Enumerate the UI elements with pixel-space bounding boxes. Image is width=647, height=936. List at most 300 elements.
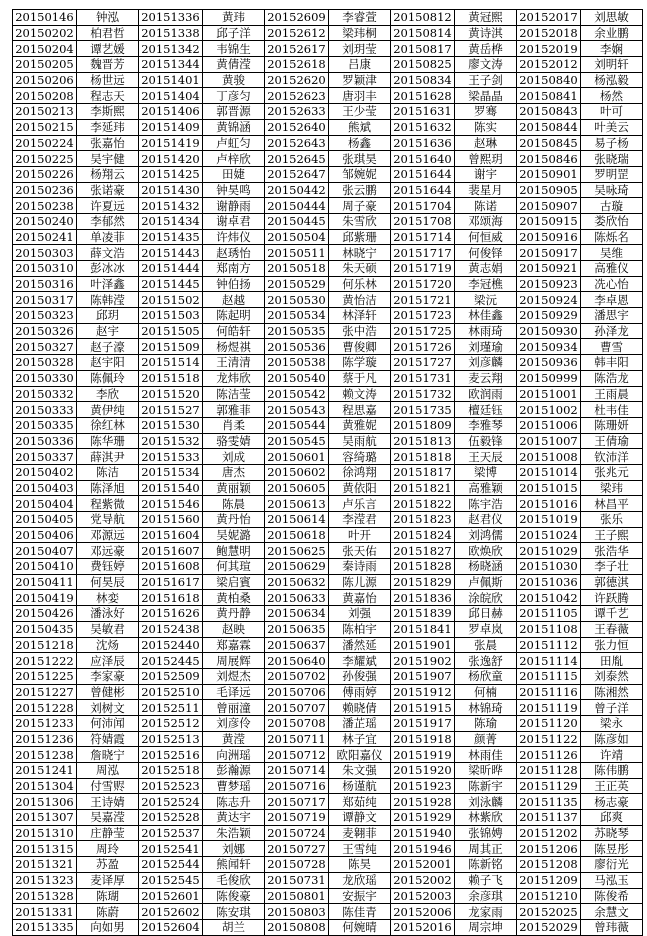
- student-id-cell: 20151430: [139, 182, 203, 198]
- student-id-cell: 20151233: [13, 715, 77, 731]
- student-id-cell: 20152604: [139, 919, 203, 935]
- student-id-cell: 20151406: [139, 104, 203, 120]
- table-row: [13, 104, 643, 120]
- student-name-cell: 麦云翔: [455, 370, 517, 386]
- student-id-cell: 20150632: [265, 574, 329, 590]
- student-id-cell: 20151530: [139, 417, 203, 433]
- student-id-cell: 20152633: [265, 104, 329, 120]
- student-name-cell: 安振宇: [329, 888, 391, 904]
- student-id-cell: 20151024: [517, 527, 581, 543]
- student-id-cell: 20151735: [391, 402, 455, 418]
- student-name-cell: 张嘉怡: [77, 135, 139, 151]
- student-id-cell: 20150538: [265, 355, 329, 371]
- student-id-cell: 20151029: [517, 543, 581, 559]
- student-id-cell: 20151708: [391, 213, 455, 229]
- student-name-cell: 应泽辰: [77, 653, 139, 669]
- student-name-cell: 赵君仪: [455, 512, 517, 528]
- table-row: [13, 857, 643, 873]
- table-row: [13, 276, 643, 292]
- student-name-cell: 陈儿源: [329, 574, 391, 590]
- student-id-cell: 20151726: [391, 339, 455, 355]
- student-id-cell: 20151105: [517, 606, 581, 622]
- student-name-cell: 钟昊鸣: [203, 182, 265, 198]
- student-id-cell: 20151514: [139, 355, 203, 371]
- roster-sheet: [12, 9, 643, 936]
- student-id-cell: 20150929: [517, 308, 581, 324]
- student-name-cell: 陈佩玲: [77, 370, 139, 386]
- student-id-cell: 20151409: [139, 119, 203, 135]
- student-name-cell: 郑嘉霖: [203, 637, 265, 653]
- student-name-cell: 潘芷瑶: [329, 715, 391, 731]
- student-name-cell: 黄岳桦: [455, 41, 517, 57]
- student-name-cell: 龙炜欣: [203, 370, 265, 386]
- student-id-cell: 20150602: [265, 464, 329, 480]
- student-name-cell: 黄志娟: [455, 261, 517, 277]
- student-name-cell: 李耀斌: [329, 653, 391, 669]
- student-name-cell: 陈新铭: [455, 857, 517, 873]
- student-name-cell: 马泓玉: [581, 872, 643, 888]
- table-row: [13, 747, 643, 763]
- student-name-cell: 梁玮桐: [329, 25, 391, 41]
- student-name-cell: 檀廷钰: [455, 402, 517, 418]
- student-id-cell: 20151509: [139, 339, 203, 355]
- student-id-cell: 20151809: [391, 417, 455, 433]
- student-name-cell: 王雪纯: [329, 841, 391, 857]
- student-name-cell: 伍毅锋: [455, 433, 517, 449]
- student-name-cell: 王少莹: [329, 104, 391, 120]
- student-name-cell: 程志天: [77, 88, 139, 104]
- student-id-cell: 20152541: [139, 841, 203, 857]
- student-name-cell: 易子杨: [581, 135, 643, 151]
- student-name-cell: 邓颂海: [455, 213, 517, 229]
- student-id-cell: 20150146: [13, 10, 77, 26]
- student-id-cell: 20150845: [517, 135, 581, 151]
- student-id-cell: 20150714: [265, 763, 329, 779]
- student-name-cell: 钟泓: [77, 10, 139, 26]
- student-id-cell: 20151828: [391, 559, 455, 575]
- student-id-cell: 20151731: [391, 370, 455, 386]
- student-id-cell: 20152647: [265, 166, 329, 182]
- student-id-cell: 20150706: [265, 684, 329, 700]
- student-id-cell: 20150208: [13, 88, 77, 104]
- student-id-cell: 20150901: [517, 166, 581, 182]
- student-id-cell: 20150841: [517, 88, 581, 104]
- student-name-cell: 赵琳: [455, 135, 517, 151]
- student-id-cell: 20151019: [517, 512, 581, 528]
- student-name-cell: 余彦琪: [455, 888, 517, 904]
- student-id-cell: 20152640: [265, 119, 329, 135]
- student-id-cell: 20151929: [391, 810, 455, 826]
- student-name-cell: 谢宇: [455, 166, 517, 182]
- table-row: [13, 888, 643, 904]
- student-name-cell: 黄嘉怡: [329, 590, 391, 606]
- student-name-cell: 曾丽潼: [203, 700, 265, 716]
- student-name-cell: 钦沛洋: [581, 449, 643, 465]
- student-name-cell: 吴雨航: [329, 433, 391, 449]
- student-id-cell: 20151432: [139, 198, 203, 214]
- student-name-cell: 邓远豪: [77, 543, 139, 559]
- student-id-cell: 20151122: [517, 731, 581, 747]
- student-name-cell: 梁博: [455, 464, 517, 480]
- student-id-cell: 20150444: [265, 198, 329, 214]
- student-id-cell: 20152524: [139, 794, 203, 810]
- student-name-cell: 潘然延: [329, 637, 391, 653]
- student-name-cell: 陈瑜: [455, 715, 517, 731]
- student-name-cell: 王诗婧: [77, 794, 139, 810]
- student-id-cell: 20150921: [517, 261, 581, 277]
- student-name-cell: 谢卓君: [203, 213, 265, 229]
- student-id-cell: 20151827: [391, 543, 455, 559]
- student-id-cell: 20151912: [391, 684, 455, 700]
- student-id-cell: 20150917: [517, 245, 581, 261]
- student-id-cell: 20151518: [139, 370, 203, 386]
- student-name-cell: 潘泳好: [77, 606, 139, 622]
- table-row: [13, 543, 643, 559]
- student-name-cell: 王子剑: [455, 72, 517, 88]
- student-name-cell: 刘泰然: [581, 668, 643, 684]
- student-id-cell: 20151015: [517, 480, 581, 496]
- student-name-cell: 陈浩龙: [581, 370, 643, 386]
- student-id-cell: 20150224: [13, 135, 77, 151]
- student-name-cell: 邱紫珊: [329, 229, 391, 245]
- student-name-cell: 刘成: [203, 449, 265, 465]
- student-id-cell: 20152512: [139, 715, 203, 731]
- table-row: [13, 151, 643, 167]
- student-name-cell: 颜菁: [455, 731, 517, 747]
- student-name-cell: 张力恒: [581, 637, 643, 653]
- student-name-cell: 刘煜杰: [203, 668, 265, 684]
- student-id-cell: 20150840: [517, 72, 581, 88]
- student-name-cell: 林子宜: [329, 731, 391, 747]
- student-id-cell: 20150205: [13, 57, 77, 73]
- student-name-cell: 薛淇尹: [77, 449, 139, 465]
- student-id-cell: 20152438: [139, 621, 203, 637]
- student-name-cell: 林雨佳: [455, 747, 517, 763]
- student-id-cell: 20152006: [391, 904, 455, 920]
- student-id-cell: 20152516: [139, 747, 203, 763]
- student-id-cell: 20150332: [13, 386, 77, 402]
- student-id-cell: 20150923: [517, 276, 581, 292]
- student-id-cell: 20151527: [139, 402, 203, 418]
- student-name-cell: 彭瀚源: [203, 763, 265, 779]
- student-id-cell: 20151720: [391, 276, 455, 292]
- student-name-cell: 何昊辰: [77, 574, 139, 590]
- student-id-cell: 20150934: [517, 339, 581, 355]
- student-id-cell: 20150330: [13, 370, 77, 386]
- student-name-cell: 吴敏君: [77, 621, 139, 637]
- student-name-cell: 付雪赆: [77, 778, 139, 794]
- student-id-cell: 20150529: [265, 276, 329, 292]
- student-name-cell: 熊斌: [329, 119, 391, 135]
- student-name-cell: 柏君哲: [77, 25, 139, 41]
- table-row: [13, 621, 643, 637]
- student-id-cell: 20150817: [391, 41, 455, 57]
- student-name-cell: 欧润雨: [455, 386, 517, 402]
- student-name-cell: 何沛闻: [77, 715, 139, 731]
- student-name-cell: 何皓轩: [203, 323, 265, 339]
- student-id-cell: 20151721: [391, 292, 455, 308]
- student-name-cell: 张晓瑞: [581, 151, 643, 167]
- student-id-cell: 20151202: [517, 825, 581, 841]
- table-row: [13, 637, 643, 653]
- student-id-cell: 20151007: [517, 433, 581, 449]
- table-row: [13, 590, 643, 606]
- student-name-cell: 费钰婷: [77, 559, 139, 575]
- student-name-cell: 胡兰: [203, 919, 265, 935]
- student-name-cell: 许夏远: [77, 198, 139, 214]
- student-id-cell: 20151304: [13, 778, 77, 794]
- student-id-cell: 20151534: [139, 464, 203, 480]
- student-id-cell: 20151618: [139, 590, 203, 606]
- table-row: [13, 166, 643, 182]
- student-name-cell: 骆雯婧: [203, 433, 265, 449]
- student-name-cell: 卢梓欣: [203, 151, 265, 167]
- student-id-cell: 20150328: [13, 355, 77, 371]
- student-name-cell: 杜韦佳: [581, 402, 643, 418]
- student-id-cell: 20151042: [517, 590, 581, 606]
- student-id-cell: 20151839: [391, 606, 455, 622]
- student-id-cell: 20151241: [13, 763, 77, 779]
- student-id-cell: 20152544: [139, 857, 203, 873]
- student-id-cell: 20151126: [517, 747, 581, 763]
- table-row: [13, 731, 643, 747]
- student-id-cell: 20151907: [391, 668, 455, 684]
- table-row: [13, 794, 643, 810]
- student-id-cell: 20151443: [139, 245, 203, 261]
- table-row: [13, 292, 643, 308]
- student-id-cell: 20150999: [517, 370, 581, 386]
- student-id-cell: 20150640: [265, 653, 329, 669]
- student-id-cell: 20151209: [517, 872, 581, 888]
- student-id-cell: 20151607: [139, 543, 203, 559]
- student-name-cell: 周玲: [77, 841, 139, 857]
- student-id-cell: 20150333: [13, 402, 77, 418]
- student-name-cell: 黄骏: [203, 72, 265, 88]
- student-id-cell: 20150633: [265, 590, 329, 606]
- student-id-cell: 20150335: [13, 417, 77, 433]
- student-id-cell: 20150240: [13, 213, 77, 229]
- student-id-cell: 20150727: [265, 841, 329, 857]
- student-name-cell: 曾子洋: [581, 700, 643, 716]
- student-name-cell: 刘瑾瑜: [455, 339, 517, 355]
- student-name-cell: 林娈: [77, 590, 139, 606]
- student-id-cell: 20151331: [13, 904, 77, 920]
- student-id-cell: 20150614: [265, 512, 329, 528]
- student-name-cell: 肖柔: [203, 417, 265, 433]
- student-name-cell: 郭德淇: [581, 574, 643, 590]
- student-id-cell: 20150728: [265, 857, 329, 873]
- student-id-cell: 20150814: [391, 25, 455, 41]
- student-name-cell: 陈志升: [203, 794, 265, 810]
- student-id-cell: 20152509: [139, 668, 203, 684]
- student-id-cell: 20152001: [391, 857, 455, 873]
- student-id-cell: 20152602: [139, 904, 203, 920]
- student-name-cell: 张琪昊: [329, 151, 391, 167]
- student-id-cell: 20151532: [139, 433, 203, 449]
- student-name-cell: 陈昊: [329, 857, 391, 873]
- student-id-cell: 20152440: [139, 637, 203, 653]
- student-name-cell: 陈昱彤: [581, 841, 643, 857]
- student-id-cell: 20150226: [13, 166, 77, 182]
- student-id-cell: 20151631: [391, 104, 455, 120]
- student-name-cell: 杨翔云: [77, 166, 139, 182]
- student-name-cell: 何其瑄: [203, 559, 265, 575]
- student-id-cell: 20151445: [139, 276, 203, 292]
- student-name-cell: 钟伯扬: [203, 276, 265, 292]
- student-id-cell: 20151036: [517, 574, 581, 590]
- table-row: [13, 308, 643, 324]
- table-row: [13, 10, 643, 26]
- student-name-cell: 赵宇阳: [77, 355, 139, 371]
- student-name-cell: 梁启賓: [203, 574, 265, 590]
- student-name-cell: 欧阳嘉仪: [329, 747, 391, 763]
- student-id-cell: 20150317: [13, 292, 77, 308]
- student-id-cell: 20150206: [13, 72, 77, 88]
- student-name-cell: 李冠樵: [455, 276, 517, 292]
- student-id-cell: 20150445: [265, 213, 329, 229]
- student-id-cell: 20150605: [265, 480, 329, 496]
- student-name-cell: 苏晓琴: [581, 825, 643, 841]
- student-name-cell: 卢乐言: [329, 496, 391, 512]
- student-id-cell: 20150323: [13, 308, 77, 324]
- student-name-cell: 陈起明: [203, 308, 265, 324]
- student-id-cell: 20151928: [391, 794, 455, 810]
- student-id-cell: 20152513: [139, 731, 203, 747]
- student-id-cell: 20150543: [265, 402, 329, 418]
- student-name-cell: 陈晨: [203, 496, 265, 512]
- student-name-cell: 赖文涛: [329, 386, 391, 402]
- table-row: [13, 229, 643, 245]
- student-id-cell: 20150213: [13, 104, 77, 120]
- student-name-cell: 曹梦瑶: [203, 778, 265, 794]
- student-name-cell: 韩丰阳: [581, 355, 643, 371]
- student-id-cell: 20150936: [517, 355, 581, 371]
- table-row: [13, 245, 643, 261]
- student-name-cell: 潘思宇: [581, 308, 643, 324]
- student-id-cell: 20150326: [13, 323, 77, 339]
- student-id-cell: 20150406: [13, 527, 77, 543]
- student-name-cell: 李郁然: [77, 213, 139, 229]
- student-id-cell: 20152518: [139, 763, 203, 779]
- student-id-cell: 20151727: [391, 355, 455, 371]
- student-name-cell: 李卓恩: [581, 292, 643, 308]
- student-id-cell: 20150716: [265, 778, 329, 794]
- student-name-cell: 赵琇怡: [203, 245, 265, 261]
- student-id-cell: 20152609: [265, 10, 329, 26]
- student-id-cell: 20151120: [517, 715, 581, 731]
- student-name-cell: 李延玮: [77, 119, 139, 135]
- student-name-cell: 许靖: [581, 747, 643, 763]
- student-name-cell: 唐杰: [203, 464, 265, 480]
- student-id-cell: 20151540: [139, 480, 203, 496]
- student-name-cell: 罗颖津: [329, 72, 391, 88]
- student-name-cell: 曹雪: [581, 339, 643, 355]
- table-row: [13, 449, 643, 465]
- student-id-cell: 20151135: [517, 794, 581, 810]
- student-id-cell: 20150613: [265, 496, 329, 512]
- student-name-cell: 裴星月: [455, 182, 517, 198]
- student-id-cell: 20151108: [517, 621, 581, 637]
- student-id-cell: 20150238: [13, 198, 77, 214]
- student-name-cell: 程思嘉: [329, 402, 391, 418]
- student-id-cell: 20151006: [517, 417, 581, 433]
- student-name-cell: 郑茹纯: [329, 794, 391, 810]
- student-id-cell: 20152003: [391, 888, 455, 904]
- student-name-cell: 林紫欣: [455, 810, 517, 826]
- student-id-cell: 20151546: [139, 496, 203, 512]
- student-name-cell: 吴维: [581, 245, 643, 261]
- student-name-cell: 吕康: [329, 57, 391, 73]
- table-row: [13, 559, 643, 575]
- student-id-cell: 20150310: [13, 261, 77, 277]
- student-name-cell: 陈安琪: [203, 904, 265, 920]
- student-id-cell: 20151306: [13, 794, 77, 810]
- student-name-cell: 卢虹匀: [203, 135, 265, 151]
- student-id-cell: 20151817: [391, 464, 455, 480]
- table-row: [13, 355, 643, 371]
- student-name-cell: 罗明罡: [581, 166, 643, 182]
- student-id-cell: 20150634: [265, 606, 329, 622]
- student-id-cell: 20152528: [139, 810, 203, 826]
- student-name-cell: 杨志豪: [581, 794, 643, 810]
- student-id-cell: 20150542: [265, 386, 329, 402]
- student-id-cell: 20150825: [391, 57, 455, 73]
- student-id-cell: 20151307: [13, 810, 77, 826]
- student-id-cell: 20151644: [391, 166, 455, 182]
- student-id-cell: 20150808: [265, 919, 329, 935]
- student-id-cell: 20150731: [265, 872, 329, 888]
- table-row: [13, 841, 643, 857]
- student-name-cell: 高雅颖: [455, 480, 517, 496]
- student-id-cell: 20150719: [265, 810, 329, 826]
- student-name-cell: 张浩华: [581, 543, 643, 559]
- table-row: [13, 25, 643, 41]
- student-id-cell: 20152002: [391, 872, 455, 888]
- student-name-cell: 党导航: [77, 512, 139, 528]
- student-id-cell: 20151344: [139, 57, 203, 73]
- student-id-cell: 20150711: [265, 731, 329, 747]
- student-name-cell: 黄依阳: [329, 480, 391, 496]
- student-name-cell: 叶开: [329, 527, 391, 543]
- student-id-cell: 20150410: [13, 559, 77, 575]
- student-name-cell: 黄诗淇: [455, 25, 517, 41]
- student-name-cell: 詹晓宁: [77, 747, 139, 763]
- student-name-cell: 李雅琴: [455, 417, 517, 433]
- student-id-cell: 20150702: [265, 668, 329, 684]
- student-id-cell: 20151636: [391, 135, 455, 151]
- student-id-cell: 20152019: [517, 41, 581, 57]
- student-id-cell: 20151917: [391, 715, 455, 731]
- student-id-cell: 20151321: [13, 857, 77, 873]
- student-name-cell: 薛文浩: [77, 245, 139, 261]
- student-id-cell: 20151401: [139, 72, 203, 88]
- student-name-cell: 何俊铎: [455, 245, 517, 261]
- student-name-cell: 吴妮潞: [203, 527, 265, 543]
- student-name-cell: 孙泽龙: [581, 323, 643, 339]
- student-name-cell: 邹婉妮: [329, 166, 391, 182]
- student-name-cell: 张云鹏: [329, 182, 391, 198]
- student-id-cell: 20150905: [517, 182, 581, 198]
- student-id-cell: 20150402: [13, 464, 77, 480]
- student-name-cell: 李欣: [77, 386, 139, 402]
- student-id-cell: 20151719: [391, 261, 455, 277]
- student-id-cell: 20150707: [265, 700, 329, 716]
- student-name-cell: 何婉晴: [329, 919, 391, 935]
- student-id-cell: 20151112: [517, 637, 581, 653]
- student-name-cell: 刘彦麟: [455, 355, 517, 371]
- table-row: [13, 527, 643, 543]
- student-name-cell: 黄丹怡: [203, 512, 265, 528]
